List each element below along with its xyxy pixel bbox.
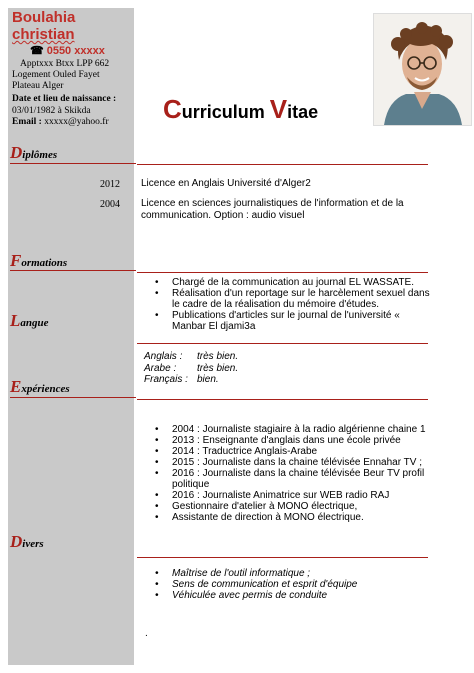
footer-dot: . [145, 628, 148, 639]
list-item: • 2013 : Enseignante d'anglais dans une école privée [155, 435, 445, 446]
email-line [12, 117, 109, 127]
diploma-text: Licence en Anglais Université d'Alger2 [141, 178, 311, 189]
section-formations-heading: Formations [10, 251, 68, 270]
list-item: • Chargé de la communication au journal EL WASSATE. [155, 277, 430, 288]
telephone-icon: ☎ [30, 45, 44, 57]
language-row: Français : bien. [144, 374, 219, 385]
list-item: • 2004 : Journaliste stagiaire à la radio algérienne chaine 1 [155, 424, 445, 435]
formations-rule-left [10, 270, 136, 271]
diploma-year: 2004 [100, 199, 120, 210]
experiences-rule-right [137, 399, 428, 400]
experiences-list [155, 424, 445, 523]
list-item: • Véhiculée avec permis de conduite [155, 590, 430, 601]
language-row: Anglais : très bien. [144, 351, 239, 362]
formations-rule-right [137, 272, 428, 273]
section-diplomes-heading: Diplômes [10, 143, 58, 162]
list-item: • Assistante de direction à MONO électrique. [155, 512, 445, 523]
experiences-rule-left [10, 397, 136, 398]
address-line-2: Logement Ouled Fayet [12, 70, 100, 80]
address-line-3: Plateau Alger [12, 81, 64, 91]
section-divers-heading: Divers [10, 532, 44, 551]
section-experiences-heading: Expériences [10, 377, 70, 396]
list-item: • Réalisation d'un reportage sur le harcèlement sexuel dans le cadre de la réalisation du mémoire d'études. [155, 288, 430, 310]
birth-label: Date et lieu de naissance : [12, 94, 117, 104]
formations-list [155, 277, 430, 332]
diplomes-rule-left [10, 163, 136, 164]
cv-title: Curriculum Vitae [163, 94, 319, 124]
list-item: • Sens de communication et esprit d'équipe [155, 579, 430, 590]
section-langue-heading: Langue [10, 311, 49, 330]
email-label: Email : [12, 117, 42, 127]
address-line-1: Apptxxx Btxx LPP 662 [20, 59, 110, 69]
profile-photo [373, 13, 472, 126]
languages-block [144, 351, 238, 386]
phone-line [30, 44, 105, 57]
email-value: xxxxx@yahoo.fr [44, 117, 109, 127]
list-item: • 2016 : Journaliste dans la chaine télévisée Beur TV profil politique [155, 468, 445, 490]
list-item: • 2016 : Journaliste Animatrice sur WEB radio RAJ [155, 490, 445, 501]
divers-rule-right [137, 557, 428, 558]
name-first-line: Boulahia [12, 9, 76, 26]
phone-number: 0550 xxxxx [46, 45, 105, 57]
language-row: Arabe : très bien. [144, 362, 239, 374]
diploma-year: 2012 [100, 179, 120, 190]
diplomes-rule-right [137, 164, 428, 165]
name-second-line: christian [12, 26, 75, 43]
divers-list [155, 568, 430, 601]
langue-rule-right [137, 343, 428, 344]
list-item: • Maîtrise de l'outil informatique ; [155, 568, 430, 579]
list-item: • 2015 : Journaliste dans la chaine télévisée Ennahar TV ; [155, 457, 445, 468]
diploma-text: Licence en sciences journalistiques de l'information et de la communication. Option : audio visuel [141, 198, 404, 221]
list-item: • Gestionnaire d'atelier à MONO électrique, [155, 501, 445, 512]
birth-value: 03/01/1982 à Skikda [12, 106, 91, 116]
list-item: • 2014 : Traductrice Anglais-Arabe [155, 446, 445, 457]
list-item: • Publications d'articles sur le journal de l'université « Manbar El djami3a [155, 310, 430, 332]
